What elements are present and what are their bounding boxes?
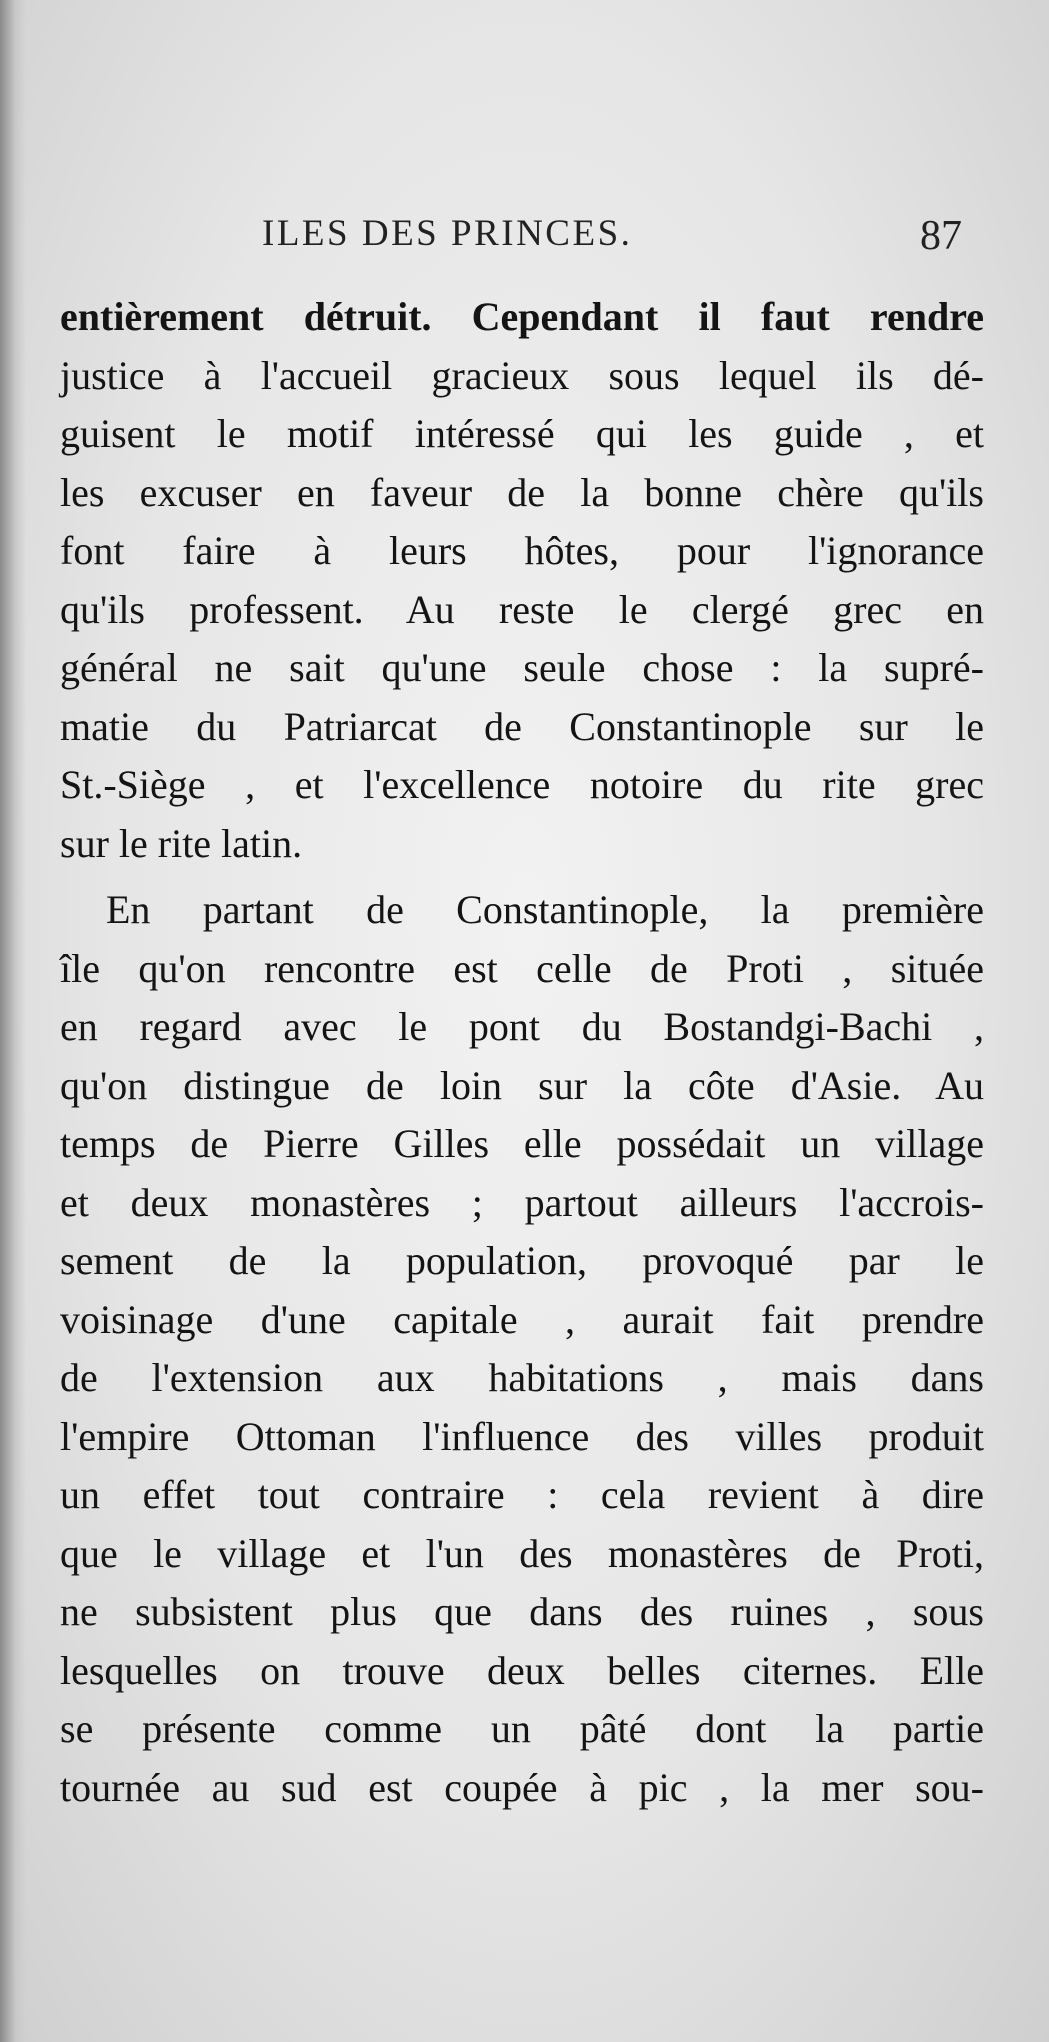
text-line: et deux monastères ; partout ailleurs l'accrois- — [60, 1179, 984, 1225]
text-line: matie du Patriarcat de Constantinople sur le — [60, 703, 984, 749]
text-line: guisent le motif intéressé qui les guide , et — [60, 411, 984, 456]
text-line: justice à l'accueil gracieux sous lequel ils dé- — [60, 352, 984, 398]
text-line: temps de Pierre Gilles elle possédait un village — [60, 1121, 984, 1166]
text-line: les excuser en faveur de la bonne chère qu'ils — [60, 469, 984, 515]
text-line: un effet tout contraire : cela revient à dire — [60, 1472, 984, 1517]
text-line: entièrement détruit. Cependant il faut rendre — [60, 294, 984, 339]
text-line: tournée au sud est coupée à pic , la mer sou- — [60, 1764, 984, 1810]
text-line: que le village et l'un des monastères de Proti, — [60, 1530, 984, 1576]
text-line: en regard avec le pont du Bostandgi-Bachi , — [60, 1004, 984, 1049]
page-number: 87 — [920, 213, 962, 259]
text-line: voisinage d'une capitale , aurait fait prendre — [60, 1296, 984, 1342]
text-line: En partant de Constantinople, la première — [106, 887, 984, 932]
text-line: de l'extension aux habitations , mais dans — [60, 1355, 984, 1400]
paragraph-gap — [60, 873, 984, 881]
text-line: qu'ils professent. Au reste le clergé grec en — [60, 586, 984, 632]
text-line: sement de la population, provoqué par le — [60, 1238, 984, 1283]
text-line: St.-Siège , et l'excellence notoire du rite grec — [60, 762, 984, 807]
text-line: qu'on distingue de loin sur la côte d'Asie. Au — [60, 1062, 984, 1108]
text-line: ne subsistent plus que dans des ruines , sous — [60, 1589, 984, 1634]
text-line: général ne sait qu'une seule chose : la supré- — [60, 645, 984, 690]
running-head: ILES DES PRINCES. — [262, 213, 633, 254]
text-line: font faire à leurs hôtes, pour l'ignorance — [60, 528, 984, 573]
text-line: lesquelles on trouve deux belles citernes. Elle — [60, 1647, 984, 1693]
text-line: sur le rite latin. — [60, 820, 303, 866]
page-header — [262, 212, 962, 272]
text-line: se présente comme un pâté dont la partie — [60, 1706, 984, 1751]
text-line: île qu'on rencontre est celle de Proti , située — [60, 945, 984, 991]
binding-shadow — [0, 0, 26, 2042]
body-text — [60, 288, 984, 1817]
text-line: l'empire Ottoman l'influence des villes produit — [60, 1413, 984, 1459]
